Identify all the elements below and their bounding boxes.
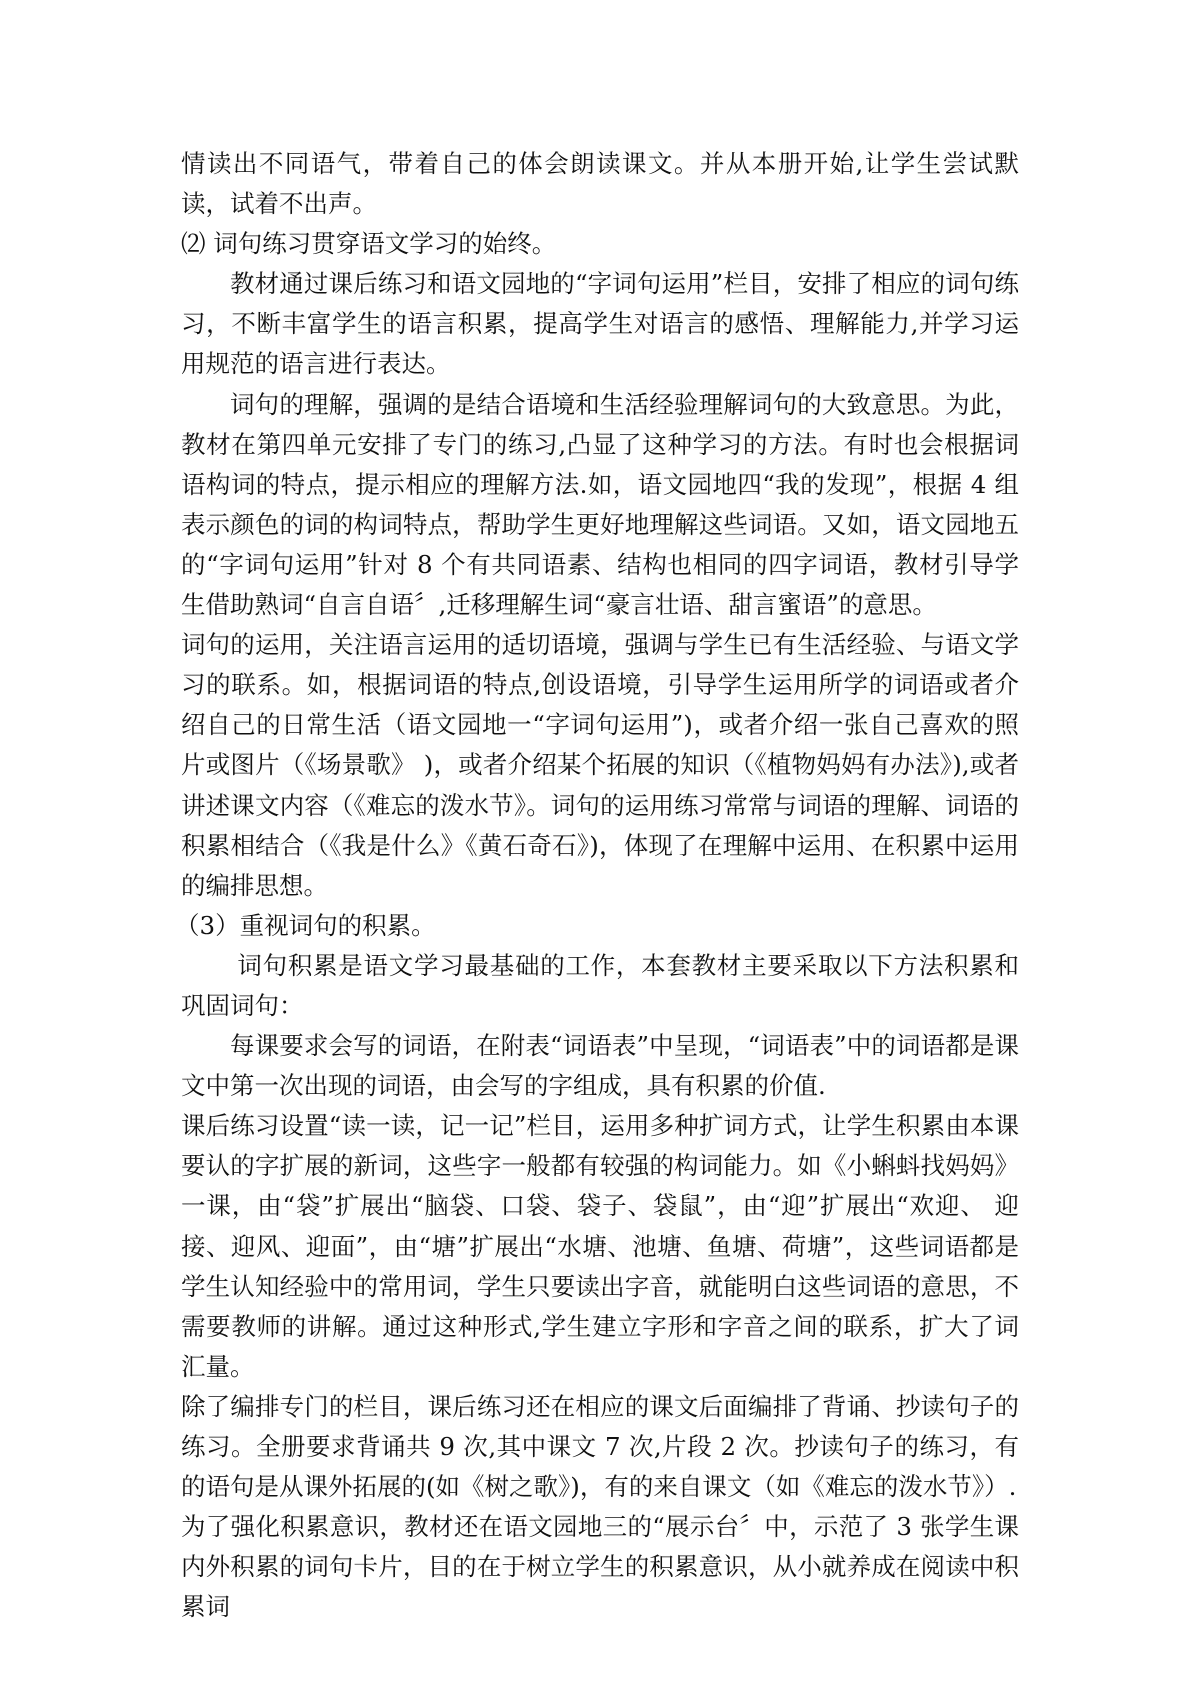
heading-sentence-practice: ⑵ 词句练习贯穿语文学习的始终。 [181,229,557,259]
paragraph-reading-continuation: 情读出不同语气，带着自己的体会朗读课文。并从本册开始,让学生尝试默读，试着不出声。 [181,149,1019,219]
paragraph-sentence-understanding: 词句的理解，强调的是结合语境和生活经验理解词句的大致意思。为此，教材在第四单元安排了专门的练习,凸显了这种学习的方法。有时也会根据词语构词的特点，提示相应的理解方法.如，语文园地四“我的发现”，根据 4 组表示颜色的词的构词特点，帮助学生更好地理解这些词语。又如，语文园地五的“字词句运用”针对 8 个有共同语素、结构也相同的四字词语，教材引导学生借助熟词“自言自语〞,迁移理解生词“豪言壮语、甜言蜜语”的意思。 [181,389,1019,620]
paragraph-sentence-application: 词句的运用，关注语言运用的适切语境，强调与学生已有生活经验、与语文学习的联系。如，根据词语的特点,创设语境，引导学生运用所学的词语或者介绍自己的日常生活（语文园地一“字词句运用”)，或者介绍一张自己喜欢的照片或图片（《场景歌》 )，或者介绍某个拓展的知识（《植物妈妈有办法》),或者讲述课文内容（《难忘的泼水节》。词句的运用练习常常与词语的理解、词语的积累相结合（《我是什么》《黄石奇石》)，体现了在理解中运用、在积累中运用的编排思想。 [181,630,1019,900]
document-page [175,144,1019,1627]
paragraph-display-board: 为了强化积累意识，教材还在语文园地三的“展示台〞中，示范了 3 张学生课内外积累的词句卡片，目的在于树立学生的积累意识，从小就养成在阅读中积累词 [181,1512,1019,1622]
paragraph-vocabulary-table: 每课要求会写的词语，在附表“词语表”中呈现，“词语表”中的词语都是课文中第一次出现的词语，由会写的字组成，具有积累的价值. [181,1031,1019,1101]
paragraph-read-and-remember: 课后练习设置“读一读，记一记”栏目，运用多种扩词方式，让学生积累由本课要认的字扩展的新词，这些字一般都有较强的构词能力。如《小蝌蚪找妈妈》一课，由“袋”扩展出“脑袋、口袋、袋子、袋鼠”，由“迎”扩展出“欢迎、 迎接、迎风、迎面”，由“塘”扩展出“水塘、池塘、鱼塘、荷塘”，这些词语都是学生认知经验中的常用词，学生只要读出字音，就能明白这些词语的意思，不需要教师的讲解。通过这种形式,学生建立字形和字音之间的联系，扩大了词汇量。 [181,1111,1019,1381]
paragraph-recitation-exercises: 除了编排专门的栏目，课后练习还在相应的课文后面编排了背诵、抄读句子的练习。全册要求背诵共 9 次,其中课文 7 次,片段 2 次。抄读句子的练习，有的语句是从课外拓展的(如《树之歌》)，有的来自课文（如《难忘的泼水节》）. [181,1391,1019,1502]
paragraph-textbook-exercises: 教材通过课后练习和语文园地的“字词句运用”栏目，安排了相应的词句练习，不断丰富学生的语言积累，提高学生对语言的感悟、理解能力,并学习运用规范的语言进行表达。 [181,269,1019,379]
heading-sentence-accumulation: （3）重视词句的积累。 [175,910,436,940]
paragraph-accumulation-methods: 词句积累是语文学习最基础的工作，本套教材主要采取以下方法积累和巩固词句： [181,950,1019,1020]
